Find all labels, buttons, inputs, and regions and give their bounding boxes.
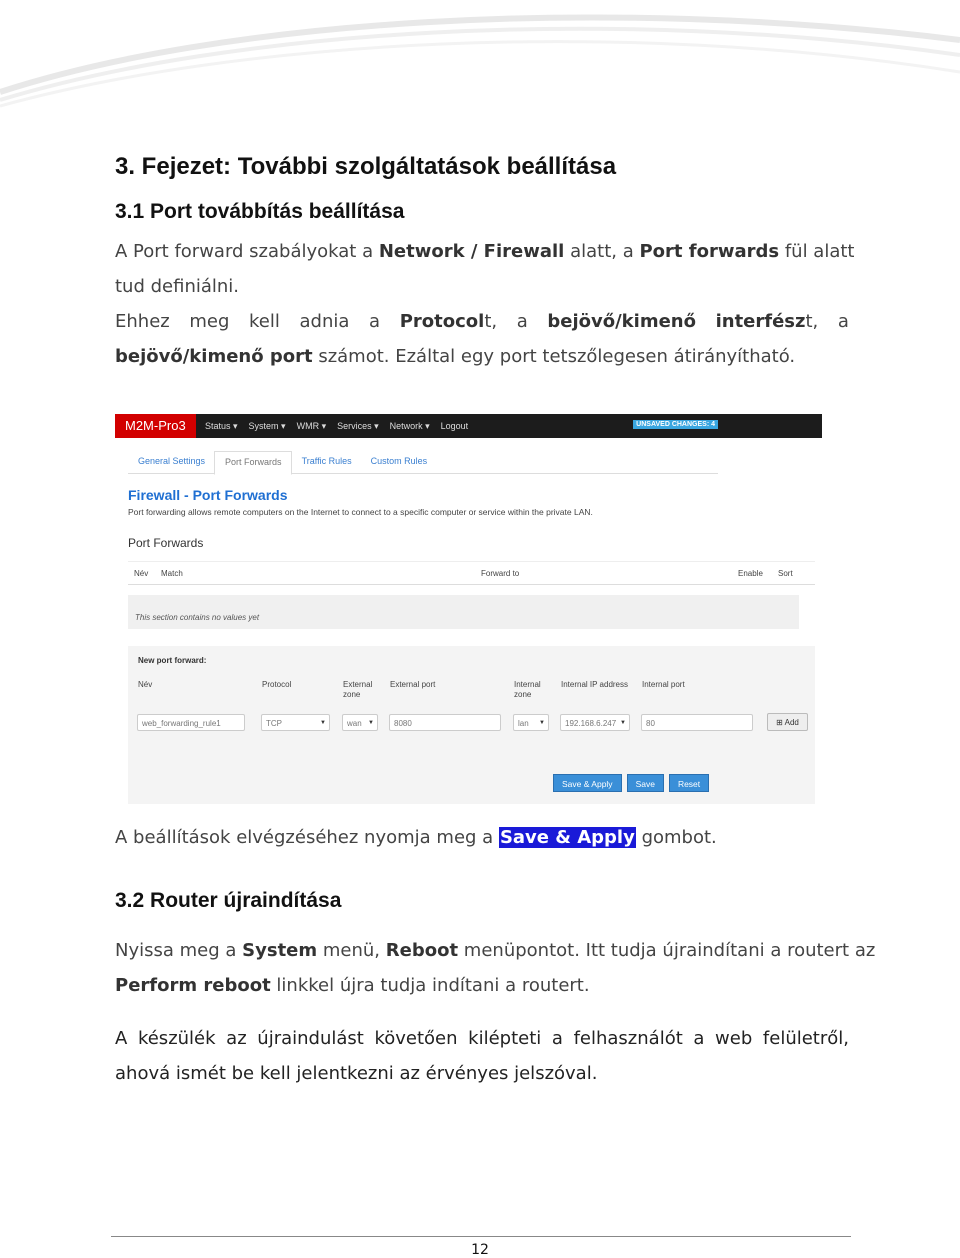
paragraph-logout-line2: ahová ismét be kell jelentkezni az érvényes jelszóval. <box>115 1063 598 1084</box>
plus-icon: ⊞ <box>776 718 783 727</box>
empty-text: This section contains no values yet <box>135 613 260 622</box>
word-group <box>716 309 819 335</box>
highlighted-text: Save & Apply <box>499 827 635 848</box>
menu-network[interactable]: Network ▾ <box>389 421 430 431</box>
brand-logo: M2M-Pro3 <box>115 414 196 438</box>
word: meg <box>189 311 230 332</box>
col-forward-to: Forward to <box>481 569 520 578</box>
paragraph-logout-line1 <box>115 1026 849 1052</box>
text: menü, <box>322 940 381 961</box>
external-zone-select[interactable]: wan ▼ <box>342 714 378 731</box>
section-title-port-forwarding: 3.1 Port továbbítás beállítása <box>115 200 405 223</box>
page-number: 12 <box>471 1242 489 1258</box>
reset-button[interactable]: Reset <box>669 774 709 792</box>
text: gombot. <box>641 827 717 848</box>
word: újraindulást <box>257 1028 364 1049</box>
word: a <box>551 1028 563 1049</box>
label-line: zone <box>343 690 361 699</box>
header-swoosh-decoration <box>0 0 960 130</box>
text: Nyissa meg a <box>115 940 237 961</box>
text: A beállítások elvégzéséhez nyomja meg a <box>115 827 494 848</box>
text: számot. Ezáltal egy port tetszőlegesen átirányítható. <box>318 346 796 367</box>
empty-table-placeholder <box>128 595 799 629</box>
menu-system[interactable]: System ▾ <box>248 421 286 431</box>
label-name: Név <box>138 680 153 689</box>
menu-status[interactable]: Status ▾ <box>205 421 238 431</box>
text: menüpontot. Itt tudja újraindítani a routert az <box>463 940 876 961</box>
name-input[interactable]: web_forwarding_rule1 <box>137 714 245 731</box>
firewall-tabs <box>128 451 718 474</box>
label-line: zone <box>514 690 532 699</box>
word: felületről, <box>762 1028 849 1049</box>
text: alatt, a <box>570 241 634 262</box>
instruction-text <box>115 825 849 851</box>
new-port-forward-form <box>128 646 815 804</box>
text: linkkel újra tudja indítani a routert. <box>276 975 590 996</box>
word: készülék <box>137 1028 216 1049</box>
bold-text: interfész <box>715 311 806 332</box>
table-header <box>128 561 815 585</box>
col-match: Match <box>161 569 183 578</box>
word: web <box>715 1028 753 1049</box>
label-line: Internal <box>514 680 541 689</box>
bold-text: Reboot <box>385 940 459 961</box>
protocol-select[interactable]: TCP ▼ <box>261 714 330 731</box>
main-menu <box>205 414 468 438</box>
word: Ehhez <box>115 311 170 332</box>
save-apply-button[interactable]: Save & Apply <box>553 774 622 792</box>
bold-text: bejövő/kimenő <box>547 311 696 332</box>
save-button[interactable]: Save <box>627 774 664 792</box>
word: a <box>837 311 849 332</box>
label-external-port: External port <box>390 680 436 689</box>
word: A <box>115 1028 128 1049</box>
internal-zone-select[interactable]: lan ▼ <box>513 714 549 731</box>
unsaved-changes-badge[interactable]: UNSAVED CHANGES: 4 <box>633 420 718 429</box>
tab-port-forwards[interactable]: Port Forwards <box>214 451 292 475</box>
menu-logout[interactable]: Logout <box>440 421 469 431</box>
form-actions <box>553 774 709 792</box>
paragraph-protocol-line1 <box>115 309 849 335</box>
bold-text: Network / Firewall <box>378 241 565 262</box>
word: a <box>693 1028 705 1049</box>
label-protocol: Protocol <box>262 680 292 689</box>
internal-port-input[interactable]: 80 <box>641 714 753 731</box>
paragraph-port-forward-line1 <box>115 239 855 265</box>
bold-text: Port forwards <box>639 241 780 262</box>
col-enable: Enable <box>738 569 763 578</box>
word: a <box>516 311 528 332</box>
label-internal-port: Internal port <box>642 680 685 689</box>
chapter-title: 3. Fejezet: További szolgáltatások beállítása <box>115 153 617 180</box>
tab-traffic-rules[interactable]: Traffic Rules <box>301 456 352 466</box>
section-heading: Port Forwards <box>128 536 204 550</box>
text: A Port forward szabályokat a <box>115 241 374 262</box>
page-title: Firewall - Port Forwards <box>128 487 288 503</box>
paragraph-reboot-line2 <box>115 973 849 999</box>
menu-services[interactable]: Services ▾ <box>337 421 379 431</box>
word: a <box>369 311 381 332</box>
label-internal-ip: Internal IP address <box>561 680 629 689</box>
bold-text: bejövő/kimenő port <box>115 346 313 367</box>
col-name: Név <box>134 569 149 578</box>
menu-wmr[interactable]: WMR ▾ <box>296 421 327 431</box>
word: t, <box>484 311 498 332</box>
tab-custom-rules[interactable]: Custom Rules <box>370 456 428 466</box>
top-navbar <box>115 414 822 438</box>
form-heading: New port forward: <box>138 656 207 665</box>
paragraph-reboot-line1 <box>115 938 876 964</box>
page-description: Port forwarding allows remote computers on the Internet to connect to a specific computer or service within the private LAN. <box>128 507 593 517</box>
word: követően <box>374 1028 458 1049</box>
add-label: Add <box>784 718 799 727</box>
footer-divider <box>111 1236 851 1237</box>
bold-text: System <box>242 940 318 961</box>
col-sort: Sort <box>778 569 793 578</box>
word: az <box>226 1028 247 1049</box>
router-ui-screenshot <box>115 414 822 804</box>
label-internal-zone <box>514 680 541 700</box>
bold-text: Protocol <box>399 311 485 332</box>
paragraph-port-forward-line2: tud definiálni. <box>115 276 240 297</box>
add-button[interactable] <box>767 713 808 731</box>
label-line: External <box>343 680 373 689</box>
section-title-router-restart: 3.2 Router újraindítása <box>115 889 342 912</box>
word: adnia <box>299 311 350 332</box>
word: felhasználót <box>573 1028 683 1049</box>
paragraph-protocol-line2 <box>115 344 849 370</box>
external-port-input[interactable]: 8080 <box>389 714 501 731</box>
internal-ip-select[interactable]: 192.168.6.247 ▼ <box>560 714 630 731</box>
word: kell <box>249 311 280 332</box>
label-external-zone <box>343 680 372 700</box>
tab-general-settings[interactable]: General Settings <box>138 456 206 466</box>
text: fül alatt <box>784 241 855 262</box>
word: kilépteti <box>468 1028 542 1049</box>
word: t, <box>805 311 819 332</box>
bold-text: Perform reboot <box>115 975 271 996</box>
word-group <box>400 309 497 335</box>
